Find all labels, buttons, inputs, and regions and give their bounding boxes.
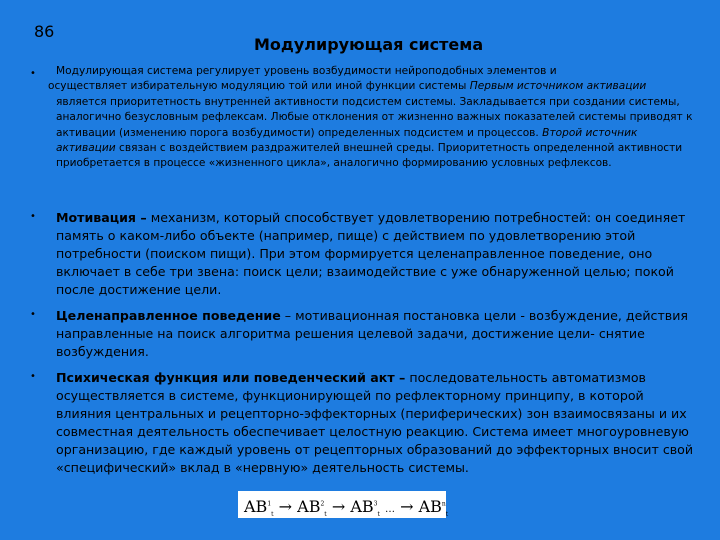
paragraph-line-1: Модулирующая система регулирует уровень возбудимости нейроподобных элементов и [56, 65, 557, 77]
formula-arrow: → [331, 497, 346, 517]
formula-arrow: → [278, 497, 293, 517]
term-goal-directed-behavior: Целенаправленное поведение [56, 308, 281, 323]
term-motivation: Мотивация – [56, 210, 147, 225]
paragraph-motivation: Мотивация – механизм, который способствует удовлетворению потребностей: он соединяет память о каком-либо объекте (например, пище) с действием по удовлетворению этой потребности (поиском пищи). При этом формируется целенаправленное поведение, оно включает в себе три звена: поиск цели; взаимодействие с уже обнаруженной целью; покой после достижение цели. [56, 210, 686, 297]
paragraph-line-2: осуществляет избирательную модуляцию той или иной функции системы Первым источником активации [48, 80, 647, 93]
page-number: 86 [34, 22, 55, 41]
bullet-dot: • [30, 371, 36, 382]
term-mental-function: Психическая функция или поведенческий акт – [56, 370, 406, 385]
bullet-dot: • [30, 211, 36, 222]
formula-ellipsis: … [384, 504, 395, 516]
formula-term-2: $AB^2_t$ [297, 497, 327, 519]
paragraph-modulating-system [48, 64, 696, 172]
formula-term-3: $AB^3_t$ [350, 497, 380, 519]
formula-term-n: $AB^n_t$ [418, 497, 449, 519]
slide-title: Модулирующая система [254, 35, 484, 54]
bullet-dot: • [30, 68, 36, 79]
bullet-dot: • [30, 309, 36, 320]
paragraph-goal-directed-behavior: Целенаправленное поведение – мотивационная постановка цели - возбуждение, действия направленные на поиск алгоритма решения целевой задачи, достижение цели- снятие возбуждения. [56, 308, 688, 359]
paragraph-mental-function: Психическая функция или поведенческий акт – последовательность автоматизмов осуществляется в системе, функционирующей по рефлекторному принципу, в которой влияния центральных и рецепторно-эффекторных (периферических) зон взаимосвязаны и их совместная деятельность обеспечивает целостную реакцию. Система имеет многоуровневую организацию, где каждый уровень от рецепторных образований до эффекторных вносит свой «специфический» вклад в «нервную» деятельность системы. [56, 370, 694, 475]
paragraph-body: является приоритетность внутренней активности подсистем системы. Закладывается при создании системы, аналогично безусловным рефлексам. Любые отклонения от жизненно важных показателей системы приводят к активации (изменению порога возбудимости) определенных подсистем и процессов. Второй источник активации связан с воздействием раздражителей внешней среды. Приоритетность определенной активности приобретается в процессе «жизненного цикла», аналогично формированию условных рефлексов. [56, 95, 693, 170]
formula-box [238, 491, 449, 519]
formula-arrow: → [400, 497, 414, 517]
formula-term-1: $AB^1_t$ [244, 497, 274, 519]
